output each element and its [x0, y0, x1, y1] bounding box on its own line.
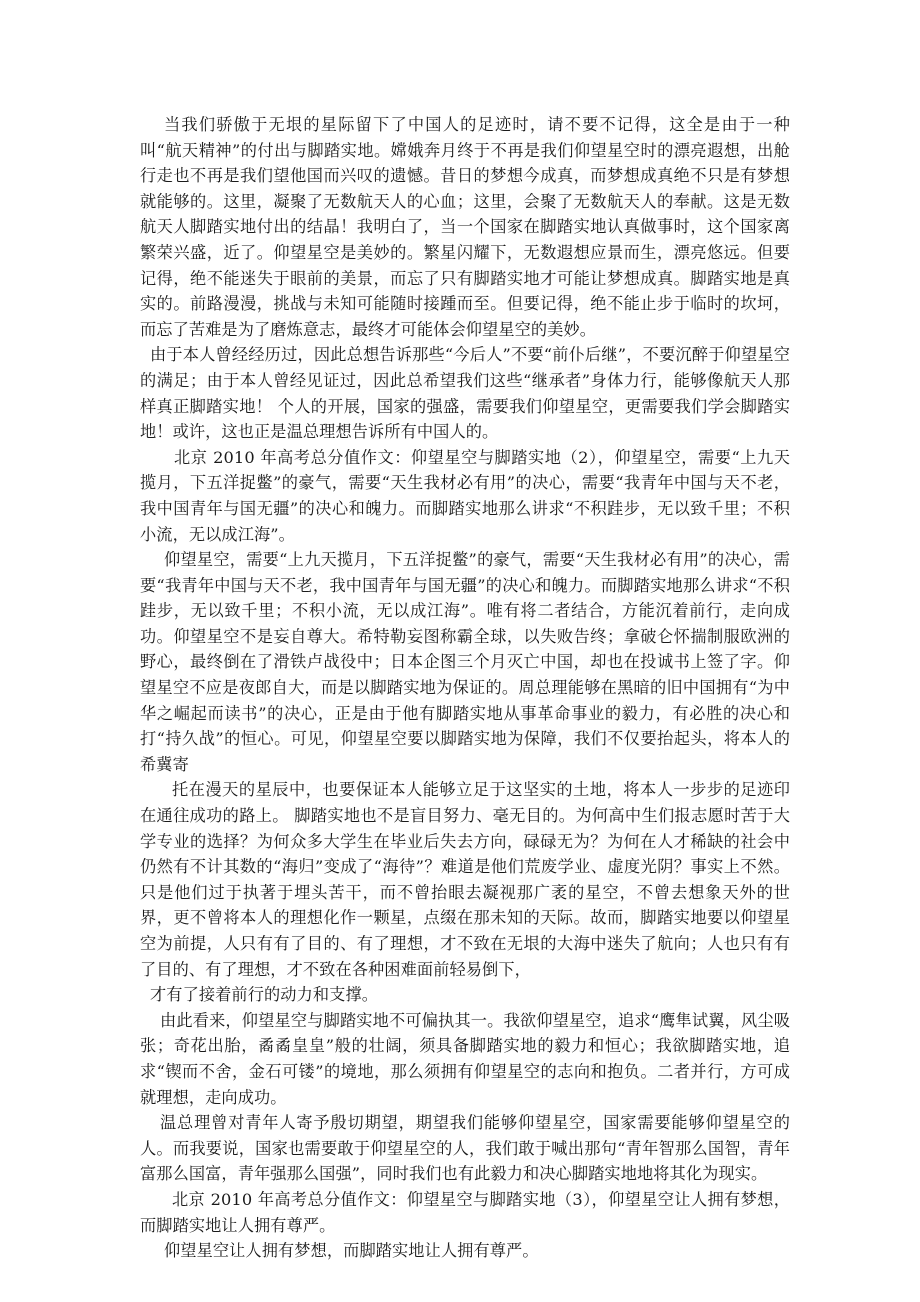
paragraph: 温总理曾对青年人寄予殷切期望，期望我们能够仰望星空，国家需要能够仰望星空的人。而我要说，国家也需要敢于仰望星空的人，我们敢于喊出那句“青年智那么国智，青年富那么国富，青年强那么国强”，同时我们也有此毅力和决心脚踏实地地将其化为现实。: [140, 1113, 790, 1184]
paragraph: 由此看来，仰望星空与脚踏实地不可偏执其一。我欲仰望星空，追求“鹰隼试翼，风尘吸张；奇花出胎，矞矞皇皇”般的壮阔，须具备脚踏实地的毅力和恒心；我欲脚踏实地，追求“锲而不舍，金石可镂”的境地，那么须拥有仰望星空的志向和抱负。二者并行，方可成就理想，走向成功。: [140, 1010, 790, 1107]
document-body: [140, 112, 790, 1264]
paragraph: 北京 2010 年高考总分值作文：仰望星空与脚踏实地（3），仰望星空让人拥有梦想，而脚踏实地让人拥有尊严。: [140, 1189, 790, 1235]
paragraph: 当我们骄傲于无垠的星际留下了中国人的足迹时，请不要不记得，这全是由于一种叫“航天精神”的付出与脚踏实地。嫦娥奔月终于不再是我们仰望星空时的漂亮遐想，出舱行走也不再是我们望他国而兴叹的遗憾。昔日的梦想今成真，而梦想成真绝不只是有梦想就能够的。这里，凝聚了无数航天人的心血；这里，会聚了无数航天人的奉献。这是无数航天人脚踏实地付出的结晶！我明白了，当一个国家在脚踏实地认真做事时，这个国家离繁荣兴盛，近了。仰望星空是美妙的。繁星闪耀下，无数遐想应景而生，漂亮悠远。但要记得，绝不能迷失于眼前的美景，而忘了只有脚踏实地才可能让梦想成真。脚踏实地是真实的。前路漫漫，挑战与未知可能随时接踵而至。但要记得，绝不能止步于临时的坎坷，而忘了苦难是为了磨炼意志，最终才可能体会仰望星空的美妙。: [140, 115, 790, 339]
paragraph: 仰望星空让人拥有梦想，而脚踏实地让人拥有尊严。: [164, 1241, 539, 1261]
paragraph: 才有了接着前行的动力和支撑。: [150, 985, 379, 1005]
paragraph: 仰望星空，需要“上九天揽月，下五洋捉鳖”的豪气，需要“天生我材必有用”的决心，需要“我青年中国与天不老，我中国青年与国无疆”的决心和魄力。而脚踏实地那么讲求“不积跬步，无以致千里；不积小流，无以成江海”。唯有将二者结合，方能沉着前行，走向成功。仰望星空不是妄自尊大。希特勒妄图称霸全球，以失败告终；拿破仑怀揣制服欧洲的野心，最终倒在了滑铁卢战役中；日本企图三个月灭亡中国，却也在投诚书上签了字。仰望星空不应是夜郎自大，而是以脚踏实地为保证的。周总理能够在黑暗的旧中国拥有“为中华之崛起而读书”的决心，正是由于他有脚踏实地从事革命事业的毅力，有必胜的决心和打“持久战”的恒心。可见，仰望星空要以脚踏实地为保障，我们不仅要抬起头，将本人的希冀寄: [140, 550, 790, 774]
paragraph: 由于本人曾经经历过，因此总想告诉那些“今后人”不要“前仆后继”，不要沉醉于仰望星空的满足；由于本人曾经见证过，因此总希望我们这些“继承者”身体力行，能够像航天人那样真正脚踏实地！ 个人的开展，国家的强盛，需要我们仰望星空，更需要我们学会脚踏实地！或许，这也正是温总理想告诉所有中国人的。: [140, 345, 790, 442]
paragraph: 托在漫天的星辰中，也要保证本人能够立足于这坚实的土地，将本人一步步的足迹印在通往成功的路上。 脚踏实地也不是盲目努力、毫无目的。为何高中生们报志愿时苦于大学专业的选择？为何众多大学生在毕业后失去方向，碌碌无为？为何在人才稀缺的社会中仍然有不计其数的“海归”变成了“海待”？难道是他们荒废学业、虚度光阴？事实上不然。只是他们过于执著于埋头苦干，而不曾抬眼去凝视那广袤的星空，不曾去想象天外的世界，更不曾将本人的理想化作一颗星，点缀在那未知的天际。故而，脚踏实地要以仰望星空为前提，人只有有了目的、有了理想，才不致在无垠的大海中迷失了航向；人也只有有了目的、有了理想，才不致在各种困难面前轻易倒下，: [140, 780, 790, 979]
paragraph: 北京 2010 年高考总分值作文：仰望星空与脚踏实地（2），仰望星空，需要“上九天揽月，下五洋捉鳖”的豪气，需要“天生我材必有用”的决心，需要“我青年中国与天不老，我中国青年与国无疆”的决心和魄力。而脚踏实地那么讲求“不积跬步，无以致千里；不积小流，无以成江海”。: [140, 447, 790, 544]
